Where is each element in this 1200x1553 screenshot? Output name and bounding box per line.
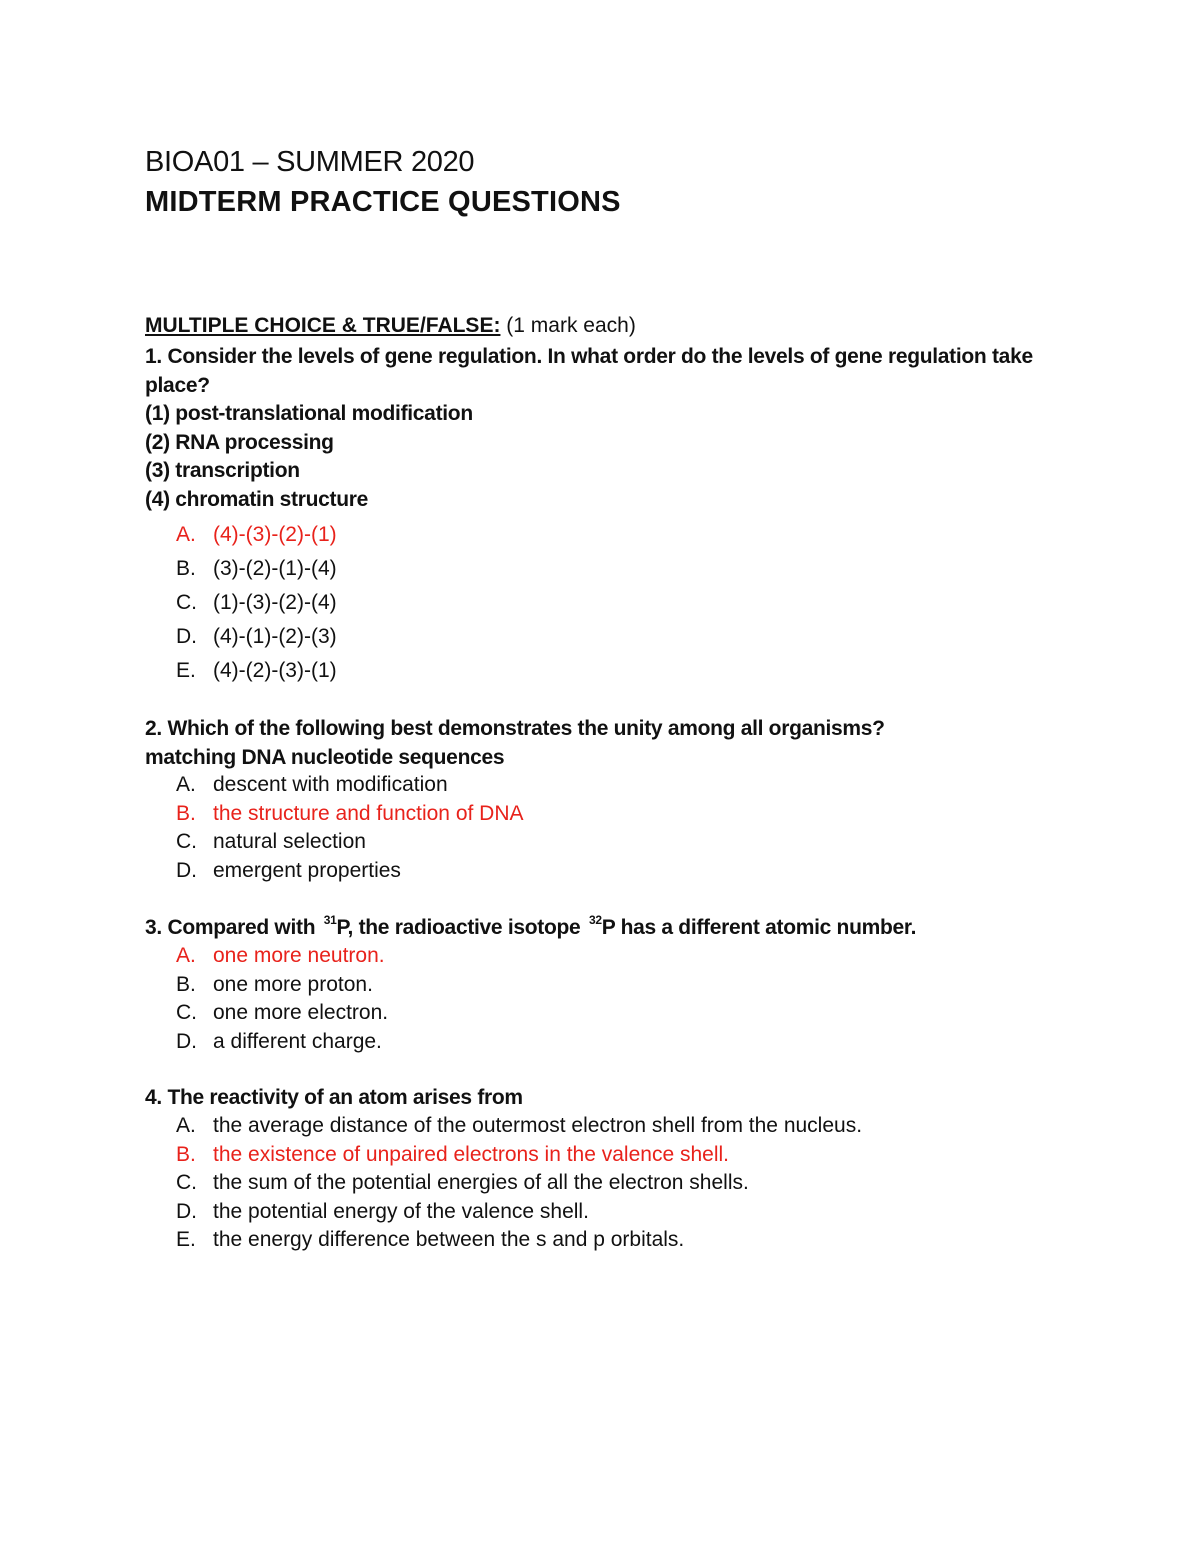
options-q1 xyxy=(176,518,337,688)
isotope-mass-32: 32 xyxy=(588,913,602,927)
option-b: B. one more proton. xyxy=(176,972,373,996)
question-stem: 1. Consider the levels of gene regulation. In what order do the levels of gene regulation take place? xyxy=(145,345,1033,397)
option-e: E. (4)-(2)-(3)-(1) xyxy=(176,659,337,682)
option-b: B. (3)-(2)-(1)-(4) xyxy=(176,557,337,580)
page-title: MIDTERM PRACTICE QUESTIONS xyxy=(145,186,621,218)
question-2 xyxy=(145,715,1085,772)
option-e: E. the energy difference between the s and p orbitals. xyxy=(176,1228,685,1251)
option-a: A. descent with modification xyxy=(176,773,448,796)
options-q3 xyxy=(176,942,388,1056)
question-stem-end: P has a different atomic number. xyxy=(601,916,917,939)
option-a: A. one more neutron. xyxy=(176,944,385,967)
option-b: B. the structure and function of DNA xyxy=(176,801,524,825)
question-stem: 3. Compared with xyxy=(145,916,321,939)
option-c: C. one more electron. xyxy=(176,1001,389,1024)
course-code: BIOA01 – SUMMER 2020 xyxy=(145,146,475,178)
option-b: B. the existence of unpaired electrons in the valence shell. xyxy=(176,1142,729,1166)
question-1 xyxy=(145,343,1085,514)
option-c: C. natural selection xyxy=(176,830,366,853)
options-q4 xyxy=(176,1112,862,1255)
list-item: (2) RNA processing xyxy=(145,430,334,454)
question-stem-mid: P, the radioactive isotope xyxy=(336,916,586,939)
list-item: (3) transcription xyxy=(145,459,300,482)
option-d: D. a different charge. xyxy=(176,1029,382,1053)
question-3 xyxy=(145,914,1085,945)
option-d: D. (4)-(1)-(2)-(3) xyxy=(176,625,337,648)
section-note: (1 mark each) xyxy=(506,314,636,337)
options-q2 xyxy=(176,771,524,885)
section-label: MULTIPLE CHOICE & TRUE/FALSE: xyxy=(145,314,501,337)
option-c: C. (1)-(3)-(2)-(4) xyxy=(176,591,337,614)
option-c: C. the sum of the potential energies of all the electron shells. xyxy=(176,1171,749,1194)
list-item: (1) post-translational modification xyxy=(145,402,473,425)
option-d: D. emergent properties xyxy=(176,858,401,882)
isotope-mass-31: 31 xyxy=(323,913,337,927)
question-stem: 4. The reactivity of an atom arises from xyxy=(145,1086,523,1109)
option-d: D. the potential energy of the valence shell. xyxy=(176,1199,589,1223)
question-stem-continued: matching DNA nucleotide sequences xyxy=(145,745,505,769)
list-item: (4) chromatin structure xyxy=(145,487,368,511)
option-a: A. the average distance of the outermost electron shell from the nucleus. xyxy=(176,1114,863,1137)
option-a: A. (4)-(3)-(2)-(1) xyxy=(176,523,337,546)
section-heading xyxy=(145,312,636,340)
question-stem: 2. Which of the following best demonstrates the unity among all organisms? xyxy=(145,717,885,740)
question-4 xyxy=(145,1084,1085,1113)
